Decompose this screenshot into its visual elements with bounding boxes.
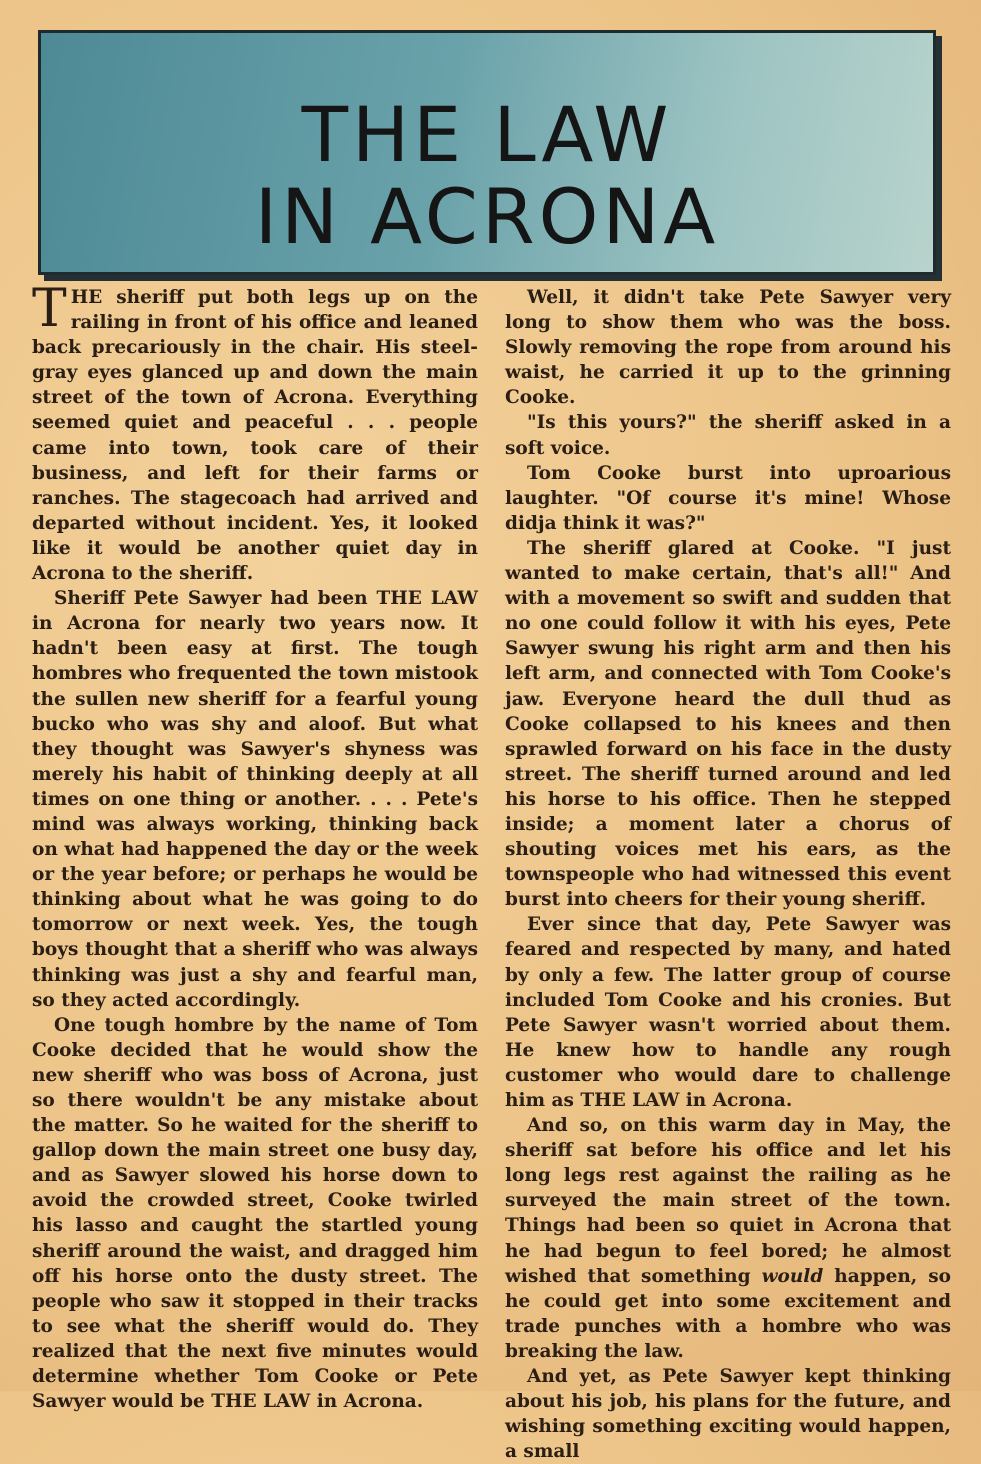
paragraph: One tough hombre by the name of Tom Cooke decided that he would show the new sheriff who was boss of Acrona, just so there wouldn't be any mistake about the matter. So he waited for the sheriff to gallop down the main street one busy day, and as Sawyer slowed his horse down to avoid the crowded street, Cooke twirled his lasso and caught the startled young sheriff around the waist, and dragged him off his horse onto the dusty street. The people who saw it stopped in their tracks to see what the sheriff would do. They realized that the next five minutes would determine whether Tom Cooke or Pete Sawyer would be THE LAW in Acrona. [32,1014,478,1413]
title-banner [38,30,936,275]
paragraph: Ever since that day, Pete Sawyer was feared and respected by many, and hated by only a few. The latter group of course included Tom Cooke and his cronies. But Pete Sawyer wasn't worried about them. He knew how to handle any rough customer who would dare to challenge him as THE LAW in Acrona. [505,914,951,1111]
paragraph-text: HE sheriff put both legs up on the railing in front of his office and leaned back precariously in the chair. His steel-gray eyes glanced up and down the main street of the town of Acrona. Everything seemed quiet and peaceful . . . people came into town, took care of their business, and left for their farms or ranches. The stagecoach had arrived and departed without incident. Yes, it looked like it would be another quiet day in Acrona to the sheriff. [32,287,478,585]
paragraph: Well, it didn't take Pete Sawyer very long to show them who was the boss. Slowly removing the rope from around his waist, he carried it up to the grinning Cooke. [505,287,951,409]
paragraph: Tom Cooke burst into uproarious laughter. "Of course it's mine! Whose didja think it was?" [505,462,951,534]
emphasis-text: would [761,1265,824,1287]
left-column [32,279,478,1414]
title-line-1: THE LAW [301,90,673,179]
paragraph [505,1113,951,1364]
paragraph-text: And so, on this warm day in May, the sheriff sat before his office and let his long legs rest against the railing as he surveyed the main street of the town. Things had been so quiet in Acrona that he had begun to feel bored; he almost wished that something [505,1115,951,1287]
drop-cap: T [32,279,67,339]
right-column [505,285,951,1464]
paragraph: The sheriff glared at Cooke. "I just wanted to make certain, that's all!" And with a movement so swift and sudden that no one could follow it with his eyes, Pete Sawyer swung his right arm and then his left arm, and connected with Tom Cooke's jaw. Everyone heard the dull thud as Cooke collapsed to his knees and then sprawled forward on his face in the dusty street. The sheriff turned around and led his horse to his office. Then he stepped inside; a moment later a chorus of shouting voices met his ears, as the townspeople who had witnessed this event burst into cheers for their young sheriff. [505,537,951,911]
paragraph [32,279,478,586]
paragraph-text: happen, so he could get into some excitement and trade punches with a hombre who was breaking the law. [505,1265,951,1362]
paragraph: And yet, as Pete Sawyer kept thinking about his job, his plans for the future, and wishing something exciting would happen, a small [505,1366,951,1463]
paragraph: "Is this yours?" the sheriff asked in a soft voice. [505,412,951,459]
title-line-2: IN ACRONA [254,172,720,261]
paragraph: Sheriff Pete Sawyer had been THE LAW in Acrona for nearly two years now. It hadn't been easy at first. The tough hombres who frequented the town mistook the sullen new sheriff for a fearful young bucko who was shy and aloof. But what they thought was Sawyer's shyness was merely his habit of thinking deeply at all times on one thing or another. . . . Pete's mind was always working, thinking back on what had happened the day or the week or the year before; or perhaps he would be thinking about what he was going to do tomorrow or next week. Yes, the tough boys thought that a sheriff who was always thinking was just a shy and fearful man, so they acted accordingly. [32,588,478,1011]
